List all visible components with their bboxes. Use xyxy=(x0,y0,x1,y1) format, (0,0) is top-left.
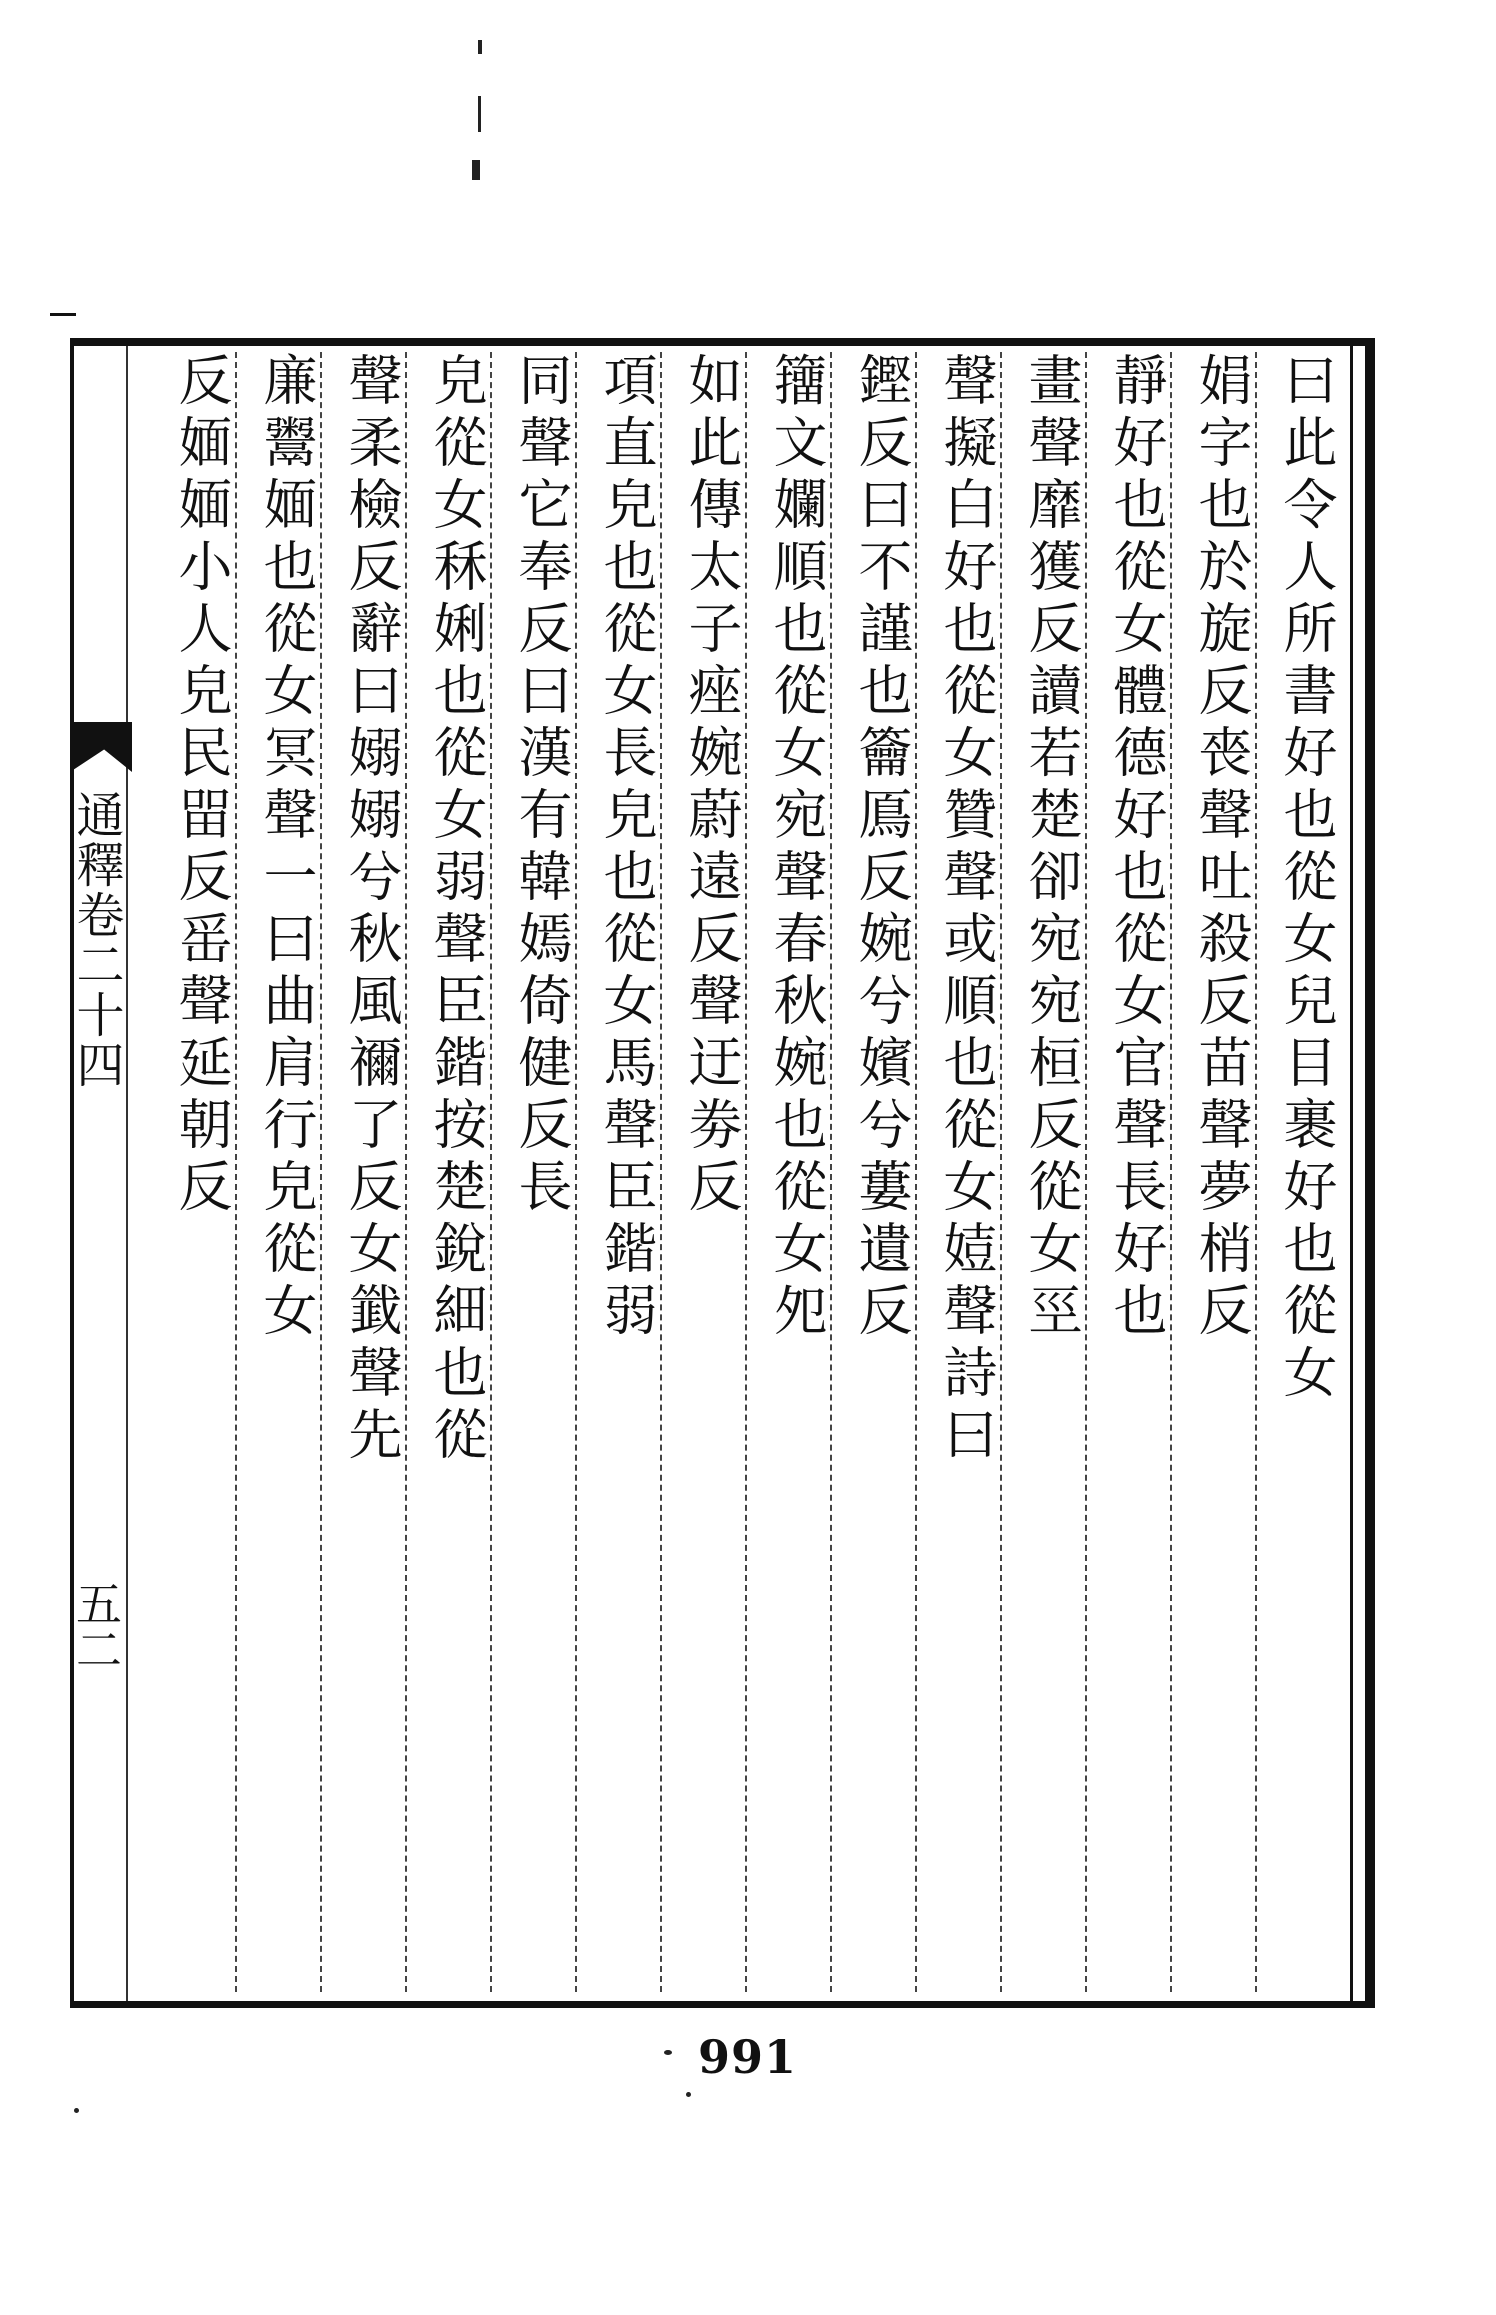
text-column xyxy=(416,352,498,1992)
column-text: 娟字也於旋反䘮聲吐殺反苗聲夢梢反 xyxy=(1190,352,1253,1344)
text-column xyxy=(671,352,753,1992)
ink-dot xyxy=(74,2108,79,2113)
column-text: 項直皃也從女長皃也從女馬聲臣鍇弱 xyxy=(595,352,658,1344)
text-column xyxy=(246,352,328,1992)
column-text: 聲柔檢反辭曰嫋嫋兮秋風禰了反女韱聲先 xyxy=(340,352,403,1468)
text-column xyxy=(331,352,413,1992)
column-text: 反媔媔小人皃民㽞反䍃聲延朝反 xyxy=(170,352,233,1220)
leaf-number: 五二 xyxy=(69,1580,123,1672)
column-text: 同聲它奉反曰漢有韓嫣倚健反長 xyxy=(510,352,573,1220)
margin-rule xyxy=(126,346,128,2001)
column-text: 曰此令人所書好也從女兒目裹好也從女 xyxy=(1275,352,1338,1406)
ink-mark xyxy=(478,40,482,54)
column-text: 畫聲靡獲反讀若楚卻宛宛桓反從女巠 xyxy=(1020,352,1083,1344)
ink-mark xyxy=(478,96,481,132)
text-column xyxy=(841,352,923,1992)
margin-tick xyxy=(50,313,76,316)
column-text: 如此傳太子痤婉蔚遠反聲迂劵反 xyxy=(680,352,743,1220)
column-text: 鏗反曰不謹也籥鳫反婉兮嬪兮蔞遺反 xyxy=(850,352,913,1344)
ink-mark xyxy=(472,160,480,180)
text-column xyxy=(1011,352,1093,1992)
text-column xyxy=(756,352,838,1992)
ink-dot xyxy=(664,2050,672,2055)
frame-inner-rule xyxy=(1350,346,1353,2001)
column-text: 皃從女秝娳也從女弱聲臣鍇按楚銳細也從 xyxy=(425,352,488,1468)
column-text: 靜好也從女體德好也從女官聲長好也 xyxy=(1105,352,1168,1344)
text-column xyxy=(926,352,1008,1992)
text-column xyxy=(586,352,668,1992)
text-column xyxy=(1266,352,1348,1992)
text-column xyxy=(501,352,583,1992)
page-number: 991 xyxy=(698,2030,798,2084)
margin-strip xyxy=(76,346,130,2001)
ink-dot xyxy=(686,2092,691,2097)
text-column xyxy=(1096,352,1178,1992)
text-column xyxy=(161,352,243,1992)
column-text: 廉鬻媔也從女冥聲一曰曲肩行皃從女 xyxy=(255,352,318,1344)
text-column xyxy=(1181,352,1263,1992)
margin-title: 通釋卷二十四 xyxy=(68,790,124,1090)
column-text: 籒文孄順也從女宛聲春秋婉也從女夗 xyxy=(765,352,828,1344)
column-text: 聲擬白好也從女贊聲或順也從女㛸聲詩曰 xyxy=(935,352,998,1468)
